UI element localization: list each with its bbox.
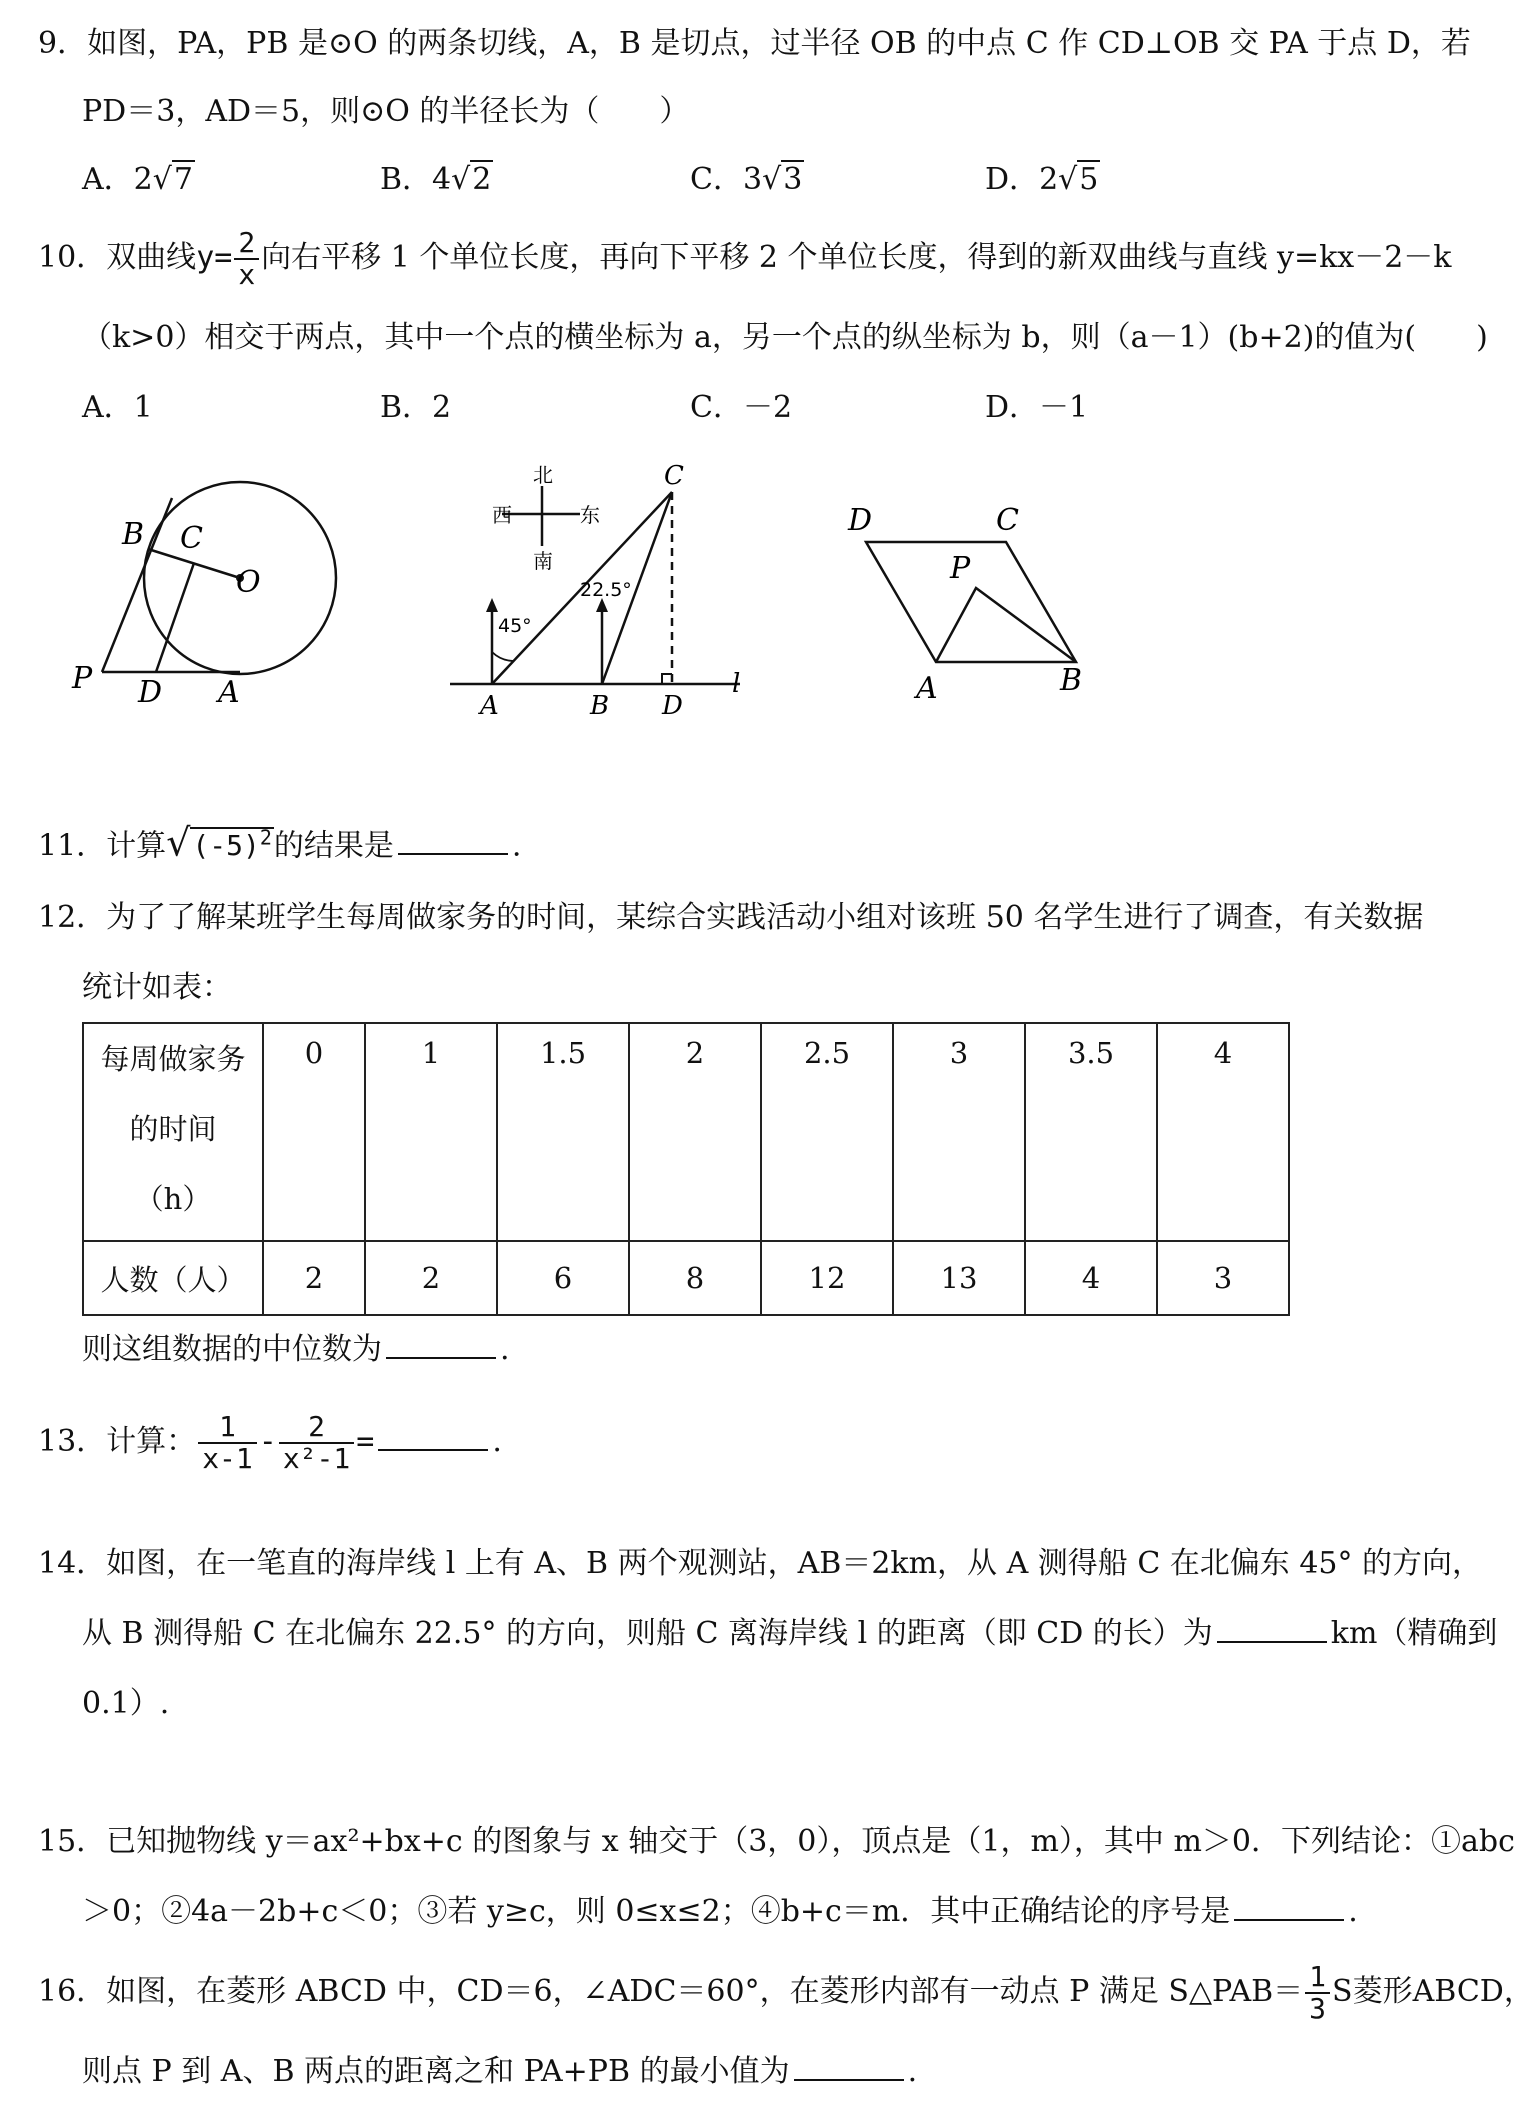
q9-line1: 9．如图，PA，PB 是⊙O 的两条切线，A，B 是切点，过半径 OB 的中点 C 作 CD⊥OB 交 PA 于点 D，若 <box>38 26 1471 61</box>
table-cell: 1 <box>365 1023 497 1241</box>
q11-line: 11．计算$√(-5)^2$的结果是 . <box>38 820 522 865</box>
q9-option-c: C．3√3 <box>690 162 803 197</box>
q16-line2: 则点 P 到 A、B 两点的距离之和 PA+PB 的最小值为 . <box>82 2054 918 2089</box>
figure-circle-tangents <box>60 470 360 710</box>
q10-line1: 10．双曲线y= $\frac{2}{x}$ 向右平移 1 个单位长度，再向下平移 2 个单位长度，得到的新双曲线与直线 y=kx－2－k <box>38 226 1452 291</box>
table-cell: 3 <box>893 1023 1025 1241</box>
q13-line: 13．计算： $\frac{1}{x-1}$ - $\frac{2}{\text{x²-1}}$ = . <box>38 1410 502 1475</box>
fig2-label-c: C <box>664 461 684 491</box>
table-cell: 6 <box>497 1241 629 1315</box>
fig3-label-b: B <box>1060 663 1083 698</box>
table-cell: 3 <box>1157 1241 1289 1315</box>
rhombus-abcd <box>866 542 1076 662</box>
fig2-label-l: l <box>732 669 741 699</box>
table-cell: 4 <box>1157 1023 1289 1241</box>
q10-option-a: A．1 <box>82 390 153 425</box>
fig3-label-d: D <box>848 503 873 538</box>
angle-label-45: 45° <box>498 615 532 637</box>
table-cell: 3.5 <box>1025 1023 1157 1241</box>
q14-line2: 从 B 测得船 C 在北偏东 22.5° 的方向，则船 C 离海岸线 l 的距离（即 CD 的长）为 km（精确到 <box>82 1616 1498 1651</box>
table-header-count: 人数（人） <box>83 1241 263 1315</box>
q10-option-b: B．2 <box>380 390 452 425</box>
table-cell: 2 <box>365 1241 497 1315</box>
table-row <box>83 1241 1289 1315</box>
table-cell: 8 <box>629 1241 761 1315</box>
table-header-time: 每周做家务 的时间 （h） <box>83 1023 263 1241</box>
q10-option-d: D．－1 <box>985 390 1089 425</box>
q9-option-b: B．4√2 <box>380 162 492 197</box>
fig2-label-a: A <box>480 691 499 721</box>
compass-south: 南 <box>533 549 553 573</box>
q16-line1: 16．如图，在菱形 ABCD 中，CD＝6，∠ADC＝60°，在菱形内部有一动点 P 满足 S△PAB＝ $\frac{1}{3}$ S菱形ABCD， <box>38 1960 1534 2025</box>
right-angle-mark <box>662 674 672 684</box>
table-cell: 4 <box>1025 1241 1157 1315</box>
compass-east: 东 <box>580 503 600 527</box>
q10-option-c: C．－2 <box>690 390 793 425</box>
table-cell: 2 <box>629 1023 761 1241</box>
fig3-label-a: A <box>916 671 938 706</box>
fig1-label-a: A <box>218 675 240 710</box>
fig2-label-b: B <box>590 691 610 721</box>
q14-line1: 14．如图，在一笔直的海岸线 l 上有 A、B 两个观测站，AB＝2km，从 A 测得船 C 在北偏东 45° 的方向， <box>38 1546 1483 1581</box>
q9-option-d: D．2√5 <box>985 162 1099 197</box>
arrowhead-a <box>486 598 498 612</box>
fig1-label-c: C <box>180 521 203 556</box>
q15-answer-blank[interactable] <box>1234 1893 1344 1921</box>
q14-answer-blank[interactable] <box>1217 1615 1327 1643</box>
q14-line3: 0.1）. <box>82 1686 170 1721</box>
q12-answer-blank[interactable] <box>386 1331 496 1359</box>
q12-question: 则这组数据的中位数为 . <box>82 1332 510 1367</box>
table-cell: 12 <box>761 1241 893 1315</box>
table-row <box>83 1023 1289 1241</box>
fig1-label-p: P <box>72 661 93 696</box>
table-cell: 2.5 <box>761 1023 893 1241</box>
table-cell: 13 <box>893 1241 1025 1315</box>
q13-answer-blank[interactable] <box>378 1423 488 1451</box>
q15-line1: 15．已知抛物线 y＝ax²+bx+c 的图象与 x 轴交于（3，0），顶点是（1，m），其中 m＞0．下列结论：①abc <box>38 1824 1515 1859</box>
q9-line2: PD＝3，AD＝5，则⊙O 的半径长为（ ） <box>82 94 690 129</box>
fig2-label-d: D <box>662 691 683 721</box>
fig1-label-o: O <box>236 565 261 600</box>
q11-answer-blank[interactable] <box>398 827 508 855</box>
fig1-label-d: D <box>138 675 163 710</box>
table-cell: 0 <box>263 1023 365 1241</box>
fig3-label-c: C <box>996 503 1019 538</box>
segment-cd <box>156 563 194 672</box>
q15-line2: ＞0；②4a－2b+c＜0；③若 y≥c，则 0≤x≤2；④b+c＝m．其中正确结论的序号是 . <box>82 1894 1358 1929</box>
q12-line1: 12．为了了解某班学生每周做家务的时间，某综合实践活动小组对该班 50 名学生进行了调查，有关数据 <box>38 900 1424 935</box>
angle-label-22-5: 22.5° <box>580 579 632 601</box>
angle-arc-a <box>492 652 514 661</box>
fig1-label-b: B <box>122 517 145 552</box>
figure-rhombus <box>830 494 1100 714</box>
table-cell: 2 <box>263 1241 365 1315</box>
q12-line2: 统计如表： <box>82 970 232 1005</box>
compass-west: 西 <box>492 503 512 527</box>
fig3-label-p: P <box>950 551 971 586</box>
table-cell: 1.5 <box>497 1023 629 1241</box>
compass-north: 北 <box>533 463 553 487</box>
q10-line2: （k>0）相交于两点，其中一个点的横坐标为 a，另一个点的纵坐标为 b，则（a－1）(b+2)的值为( ) <box>82 320 1488 355</box>
figure-coastline <box>440 456 770 726</box>
q16-answer-blank[interactable] <box>794 2053 904 2081</box>
q9-option-a: A．2√7 <box>82 162 193 197</box>
q12-data-table <box>82 1022 1290 1316</box>
